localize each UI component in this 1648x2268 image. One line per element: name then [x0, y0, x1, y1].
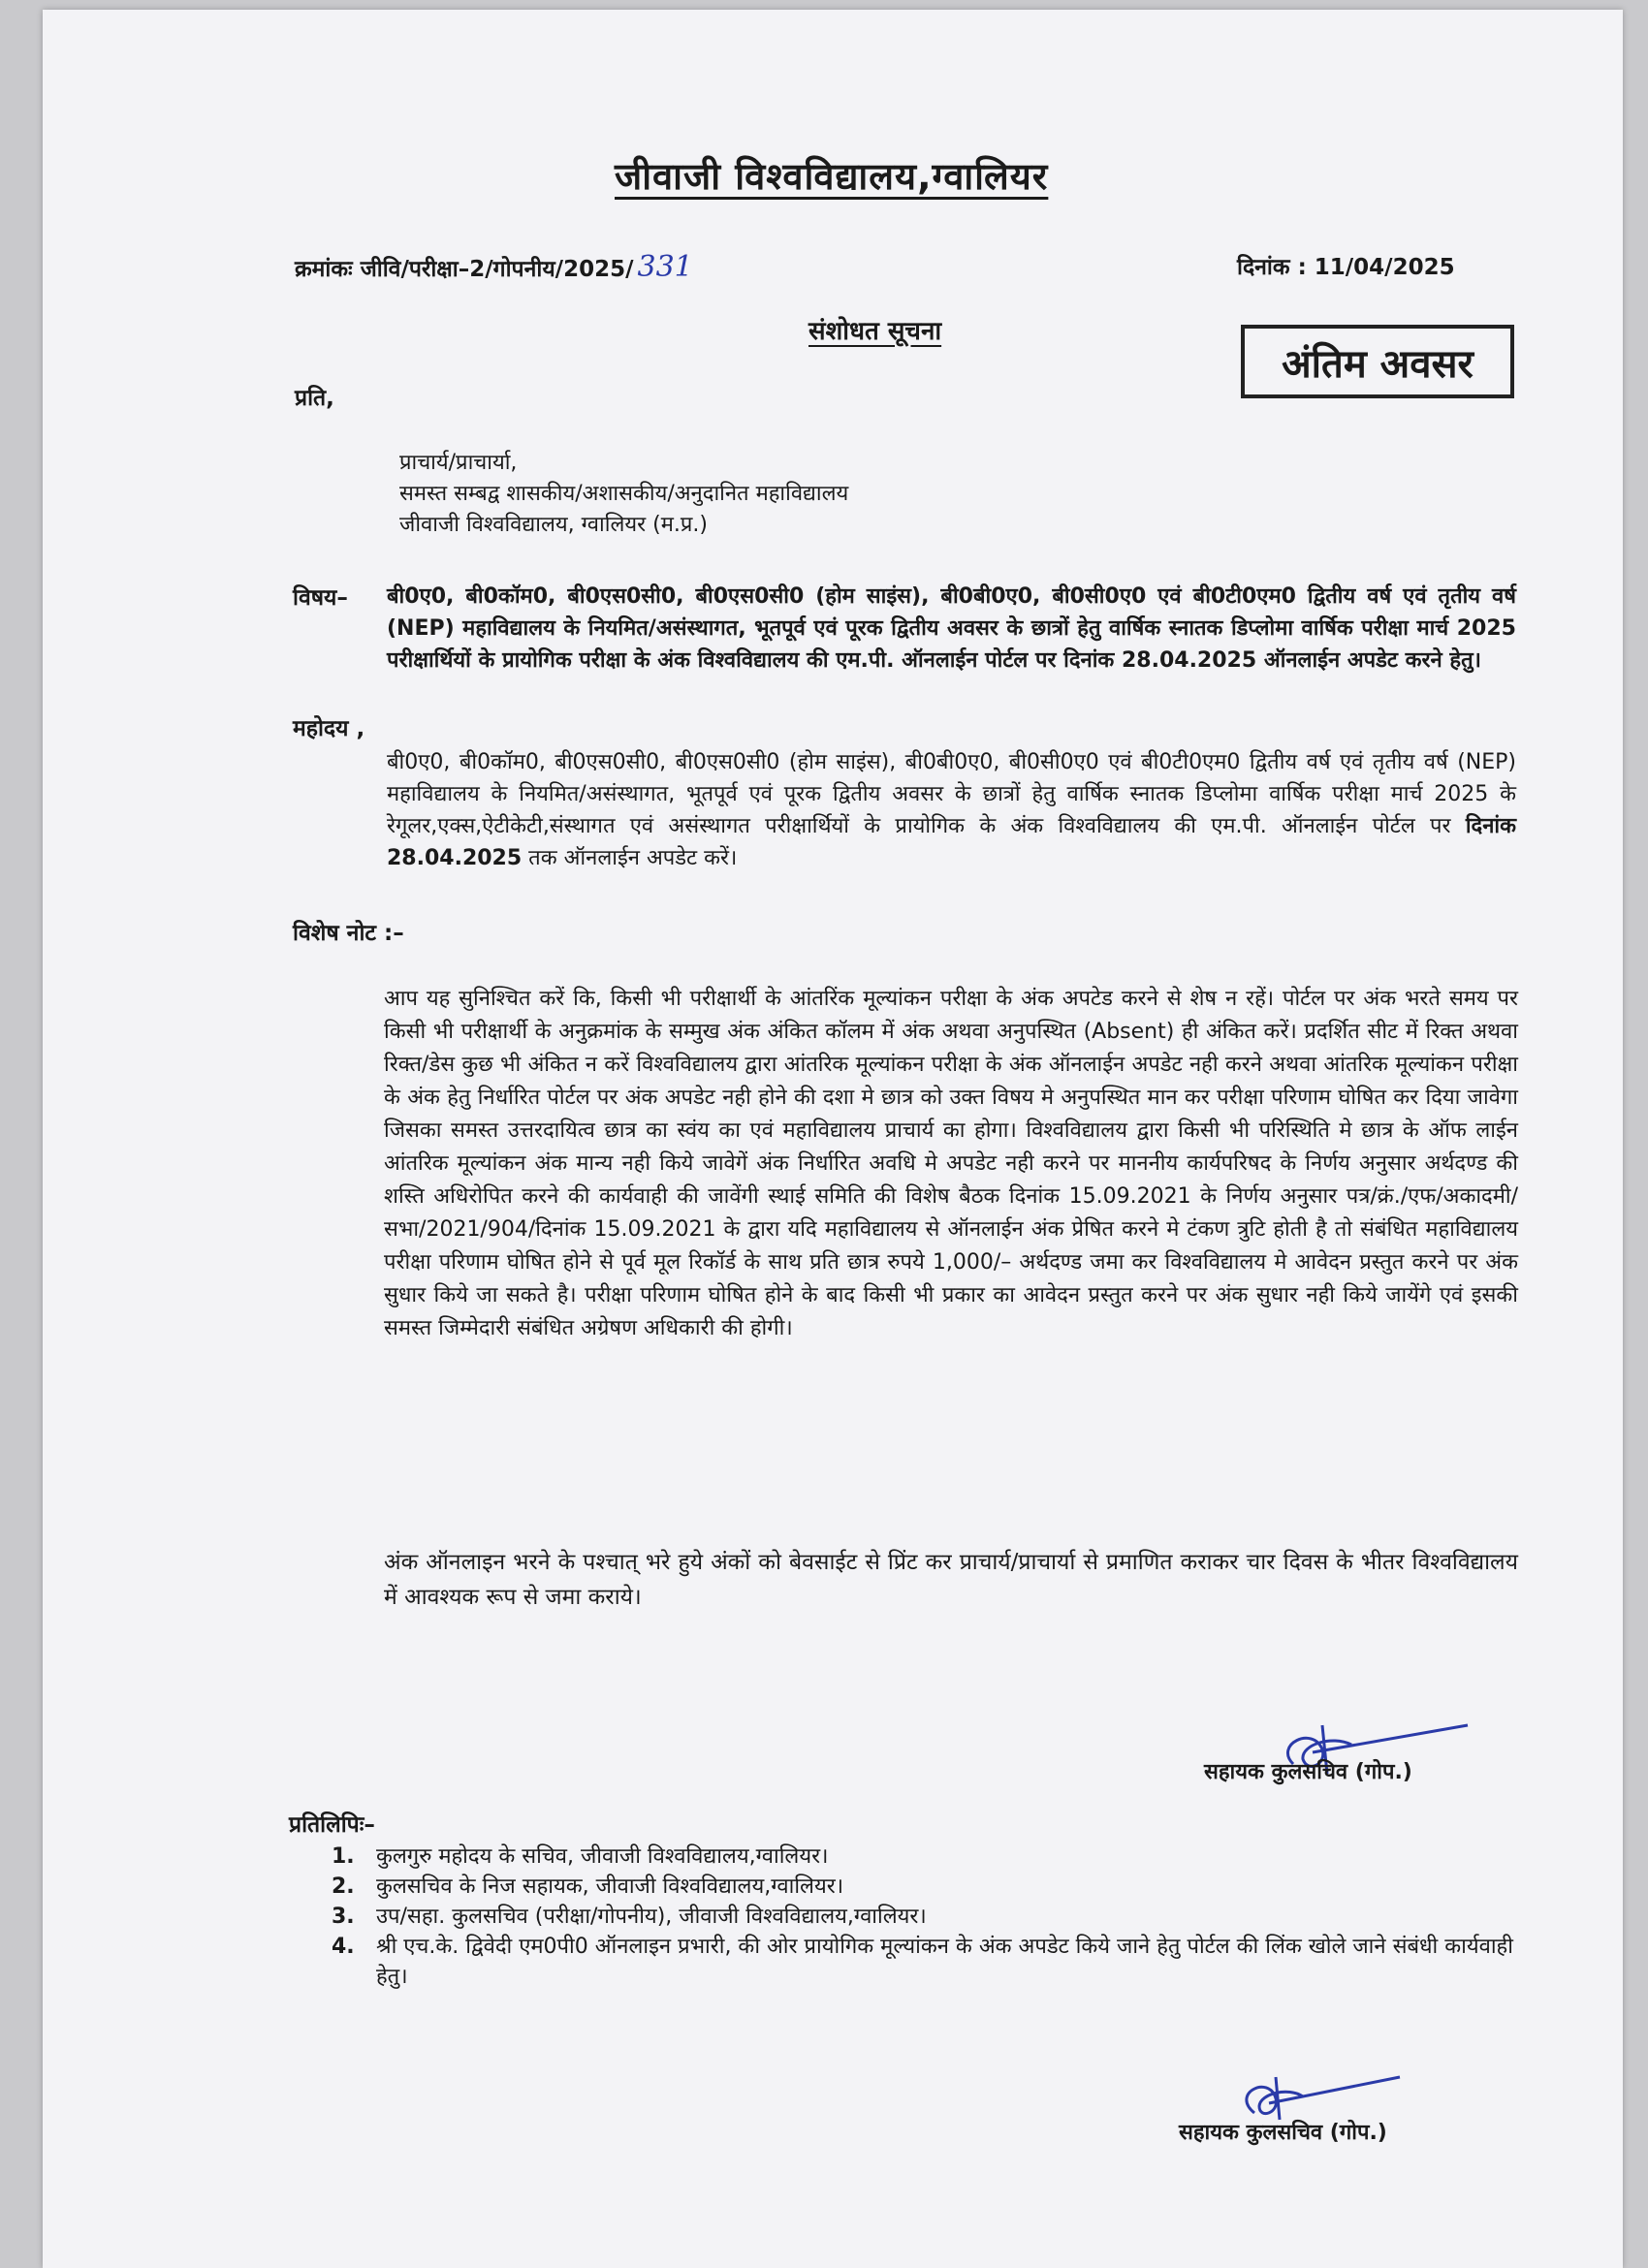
reference-number: [295, 250, 693, 284]
list-number: 3.: [332, 1905, 355, 1929]
body-text: [387, 746, 1516, 874]
notice-heading: संशोधत सूचना: [808, 317, 942, 346]
salutation: महोदय ,: [293, 716, 365, 741]
reference-number-text: क्रमांकः जीवि/परीक्षा–2/गोपनीय/2025/: [295, 257, 634, 282]
to-label: प्रति,: [295, 386, 334, 411]
subject-label: विषय–: [293, 585, 348, 611]
list-text: कुलसचिव के निज सहायक, जीवाजी विश्वविद्यालय,ग्वालियर।: [376, 1874, 844, 1899]
signature-mark-2: [1216, 2050, 1410, 2127]
document-page: [43, 10, 1623, 2268]
body-text-main: बी0ए0, बी0कॉम0, बी0एस0सी0, बी0एस0सी0 (होम साइंस), बी0बी0ए0, बी0सी0ए0 एवं बी0टी0एम0 द्वितीय वर्ष एवं तृतीय वर्ष (NEP) महाविद्यालय के नियमित/असंस्थागत, भूतपूर्व एवं पूरक द्वितीय अवसर के छात्रों हेतु वार्षिक स्नातक डिप्लोमा वार्षिक परीक्षा मार्च 2025 के रेगूलर,एक्स,ऐटीकेटी,संस्थागत एवं असंस्थागत परीक्षार्थियों के प्रायोगिक के अंक विश्वविद्यालय की एम.पी. ऑनलाईन पोर्टल पर: [387, 750, 1516, 838]
list-text: श्री एच.के. द्विवेदी एम0पी0 ऑनलाइन प्रभारी, की ओर प्रायोगिक मूल्यांकन के अंक अपडेट किये जाने हेतु पोर्टल की लिंक खोले जाने संबंधी कार्यवाही हेतु।: [376, 1935, 1513, 1989]
special-note-label: विशेष नोट :–: [293, 921, 404, 946]
list-number: 2.: [332, 1874, 355, 1899]
signatory-2: सहायक कुलसचिव (गोप.): [1179, 2121, 1387, 2145]
body-text-end: तक ऑनलाईन अपडेट करें।: [522, 846, 738, 870]
body-text-date: दिनांक 28.04.2025: [387, 814, 1516, 870]
final-chance-stamp: अंतिम अवसर: [1241, 325, 1514, 398]
list-item: [332, 1842, 1514, 1872]
list-item: [332, 1932, 1514, 1992]
list-number: 1.: [332, 1844, 355, 1869]
address-line: समस्त सम्बद्व शासकीय/अशासकीय/अनुदानित महाविद्यालय: [399, 482, 849, 506]
address-line: जीवाजी विश्वविद्यालय, ग्वालियर (म.प्र.): [399, 513, 708, 537]
signatory-1: सहायक कुलसचिव (गोप.): [1204, 1760, 1412, 1784]
subject-text: बी0ए0, बी0कॉम0, बी0एस0सी0, बी0एस0सी0 (होम साइंस), बी0बी0ए0, बी0सी0ए0 एवं बी0टी0एम0 द्वितीय वर्ष एवं तृतीय वर्ष (NEP) महाविद्यालय के नियमित/असंस्थागत, भूतपूर्व एवं पूरक द्वितीय अवसर के छात्रों हेतु वार्षिक स्नातक डिप्लोमा वार्षिक परीक्षा मार्च 2025 परीक्षार्थियों के प्रायोगिक परीक्षा के अंक विश्वविद्यालय की एम.पी. ऑनलाईन पोर्टल पर दिनांक 28.04.2025 ऑनलाईन अपडेट करने हेतु।: [387, 584, 1516, 673]
list-number: 4.: [332, 1935, 355, 1959]
list-text: कुलगुरु महोदय के सचिव, जीवाजी विश्वविद्यालय,ग्वालियर।: [376, 1844, 829, 1869]
address-line: प्राचार्य/प्राचार्या,: [399, 451, 518, 475]
handwritten-number: 331: [637, 250, 693, 284]
note-paragraph-1: आप यह सुनिश्चित करें कि, किसी भी परीक्षार्थी के आंतरिंक मूल्यांकन परीक्षा के अंक अपटेड करने से शेष न रहें। पोर्टल पर अंक भरते समय पर किसी भी परीक्षार्थी के अनुक्रमांक के सम्मुख अंक अंकित कॉलम में अंक अथवा अनुपस्थित (Absent) ही अंकित करें। प्रदर्शित सीट में रिक्त अथवा रिक्त/डेस कुछ भी अंकित न करें विश्वविद्यालय द्वारा आंतरिक मूल्यांकन परीक्षा के अंक ऑनलाईन अपडेट नही करने अथवा आंतरिक मूल्यांकन परीक्षा के अंक हेतु निर्धारित पोर्टल पर अंक अपडेट नही होने की दशा मे छात्र को उक्त विषय मे अनुपस्थित मान कर परीक्षा परिणाम घोषित कर दिया जावेगा जिसका समस्त उत्तरदायित्व छात्र का स्वंय का एवं महाविद्यालय प्राचार्य का होगा। विश्वविद्यालय द्वारा किसी भी परिस्थिति मे छात्र के ऑफ लाईन आंतरिक मूल्यांकन अंक मान्य नही किये जावेगें अंक निर्धारित अवधि मे अपडेट नही करने पर माननीय कार्यपरिषद के निर्णय अनुसार अर्थदण्ड की शस्ति अधिरोपित करने की कार्यवाही की जावेंगी स्थाई समिति की विशेष बैठक दिनांक 15.09.2021 के निर्णय अनुसार पत्र/क्रं./एफ/अकादमी/सभा/2021/904/दिनांक 15.09.2021 के द्वारा यदि महाविद्यालय से ऑनलाईन अंक प्रेषित करने मे टंकण त्रुटि होती है तो संबंधित महाविद्यालय परीक्षा परिणाम घोषित होने से पूर्व मूल रिकॉर्ड के साथ प्रति छात्र रुपये 1,000/– अर्थदण्ड जमा कर विश्वविद्यालय मे आवेदन प्रस्तुत करने पर अंक सुधार किये जा सकते है। परीक्षा परिणाम घोषित होने के बाद किसी भी प्रकार का आवेदन प्रस्तुत करने पर अंक सुधार नही किये जायेंगे एवं इसकी समस्त जिम्मेदारी संबंधित अग्रेषण अधिकारी की होगी।: [384, 987, 1518, 1340]
copy-to-label: प्रतिलिपिः–: [289, 1812, 375, 1838]
list-text: उप/सहा. कुलसचिव (परीक्षा/गोपनीय), जीवाजी विश्वविद्यालय,ग्वालियर।: [376, 1905, 927, 1929]
university-title: जीवाजी विश्वविद्यालय,ग्वालियर: [615, 155, 1049, 198]
list-item: [332, 1872, 1514, 1902]
note-paragraph-2: अंक ऑनलाइन भरने के पश्चात् भरे हुये अंकों को बेवसाईट से प्रिंट कर प्राचार्य/प्राचार्या से प्रमाणित कराकर चार दिवस के भीतर विश्वविद्यालय में आवश्यक रूप से जमा कराये।: [384, 1550, 1518, 1610]
recipient-address: [399, 448, 848, 541]
copy-to-list: [332, 1842, 1514, 1992]
list-item: [332, 1902, 1514, 1932]
letter-date: दिनांक : 11/04/2025: [1237, 255, 1455, 280]
